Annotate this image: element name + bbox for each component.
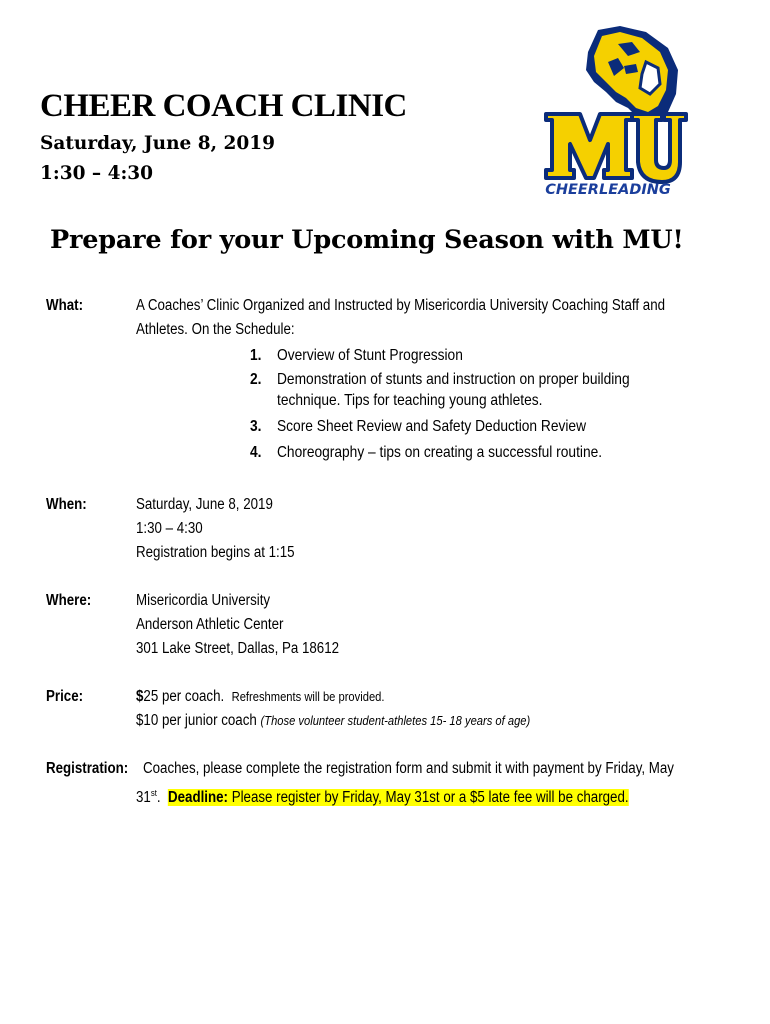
event-time: 1:30 – 4:30 xyxy=(40,163,154,184)
what-line-1: A Coaches’ Clinic Organized and Instructed by Misericordia University Coaching Staff and xyxy=(136,297,666,314)
list-item: 1. Overview of Stunt Progression xyxy=(250,347,463,364)
registration-label: Registration: xyxy=(46,760,129,777)
event-date: Saturday, June 8, 2019 xyxy=(40,133,275,154)
when-label: When: xyxy=(46,496,87,513)
schedule-list xyxy=(250,347,770,468)
cougar-logo-icon xyxy=(528,22,688,197)
deadline-highlight: Deadline: Please register by Friday, May 31st or a $5 late fee will be charged. xyxy=(167,789,629,807)
what-line-2: Athletes. On the Schedule: xyxy=(136,321,295,338)
list-item: 4. Choreography – tips on creating a successful routine. xyxy=(250,444,603,461)
where-label: Where: xyxy=(46,592,92,609)
list-item-continuation: technique. Tips for teaching young athletes. xyxy=(277,392,543,409)
list-item: 3. Score Sheet Review and Safety Deduction Review xyxy=(250,418,587,435)
page-title: CHEER COACH CLINIC xyxy=(40,88,407,124)
section-heading: Prepare for your Upcoming Season with MU! xyxy=(50,225,684,255)
logo-subtitle: CHEERLEADING xyxy=(545,182,671,197)
list-item: 2. Demonstration of stunts and instruction on proper building xyxy=(250,371,630,388)
price-label: Price: xyxy=(46,688,84,705)
mu-cheerleading-logo xyxy=(528,22,688,197)
what-label: What: xyxy=(46,297,84,314)
